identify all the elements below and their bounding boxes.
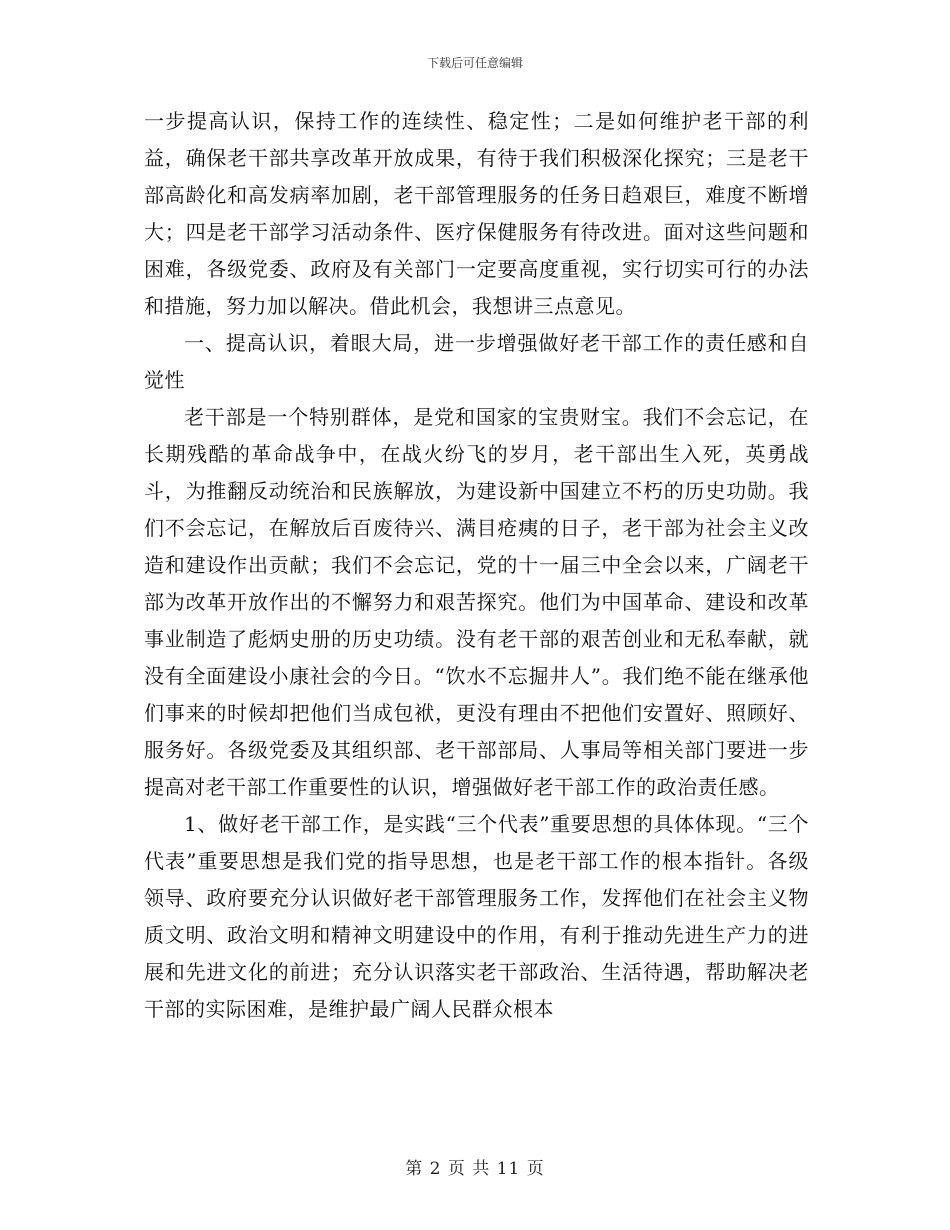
header-note: 下载后可任意编辑 [426,56,523,70]
paragraph-point-1: 1、做好老干部工作，是实践“三个代表”重要思想的具体体现。“三个代表”重要思想是我们党的指导思想，也是老干部工作的根本指针。各级领导、政府要充分认识做好老干部管理服务工作，发挥他们在社会主义物质文明、政治文明和精神文明建设中的作用，有利于推动先进生产力的进展和先进文化的前进；充分认识落实老干部政治、生活待遇，帮助解决老干部的实际困难，是维护最广阔人民群众根本 [144,812,809,1021]
document-body [144,103,809,1028]
paragraph-continuation: 一步提高认识，保持工作的连续性、稳定性；二是如何维护老干部的利益，确保老干部共享改革开放成果，有待于我们积极深化探究；三是老干部高龄化和高发病率加剧，老干部管理服务的任务日趋艰巨，难度不断增大；四是老干部学习活动条件、医疗保健服务有待改进。面对这些问题和困难，各级党委、政府及有关部门一定要高度重视，实行切实可行的办法和措施，努力加以解决。借此机会，我想讲三点意见。 [144,109,809,318]
paragraph-body: 老干部是一个特别群体，是党和国家的宝贵财宝。我们不会忘记，在长期残酷的革命战争中，在战火纷飞的岁月，老干部出生入死，英勇战斗，为推翻反动统治和民族解放，为建设新中国建立不朽的历史功勋。我们不会忘记，在解放后百废待兴、满目疮痍的日子，老干部为社会主义改造和建设作出贡献；我们不会忘记，党的十一届三中全会以来，广阔老干部为改革开放作出的不懈努力和艰苦探究。他们为中国革命、建设和改革事业制造了彪炳史册的历史功绩。没有老干部的艰苦创业和无私奉献，就没有全面建设小康社会的今日。“饮水不忘掘井人”。我们绝不能在继承他们事来的时候却把他们当成包袱，更没有理由不把他们安置好、照顾好、服务好。各级党委及其组织部、老干部部局、人事局等相关部门要进一步提高对老干部工作重要性的认识，增强做好老干部工作的政治责任感。 [144,405,809,799]
page-number: 第 2 页 共 11 页 [405,1159,545,1179]
section-heading: 一、提高认识，着眼大局，进一步增强做好老干部工作的责任感和自觉性 [144,331,809,392]
